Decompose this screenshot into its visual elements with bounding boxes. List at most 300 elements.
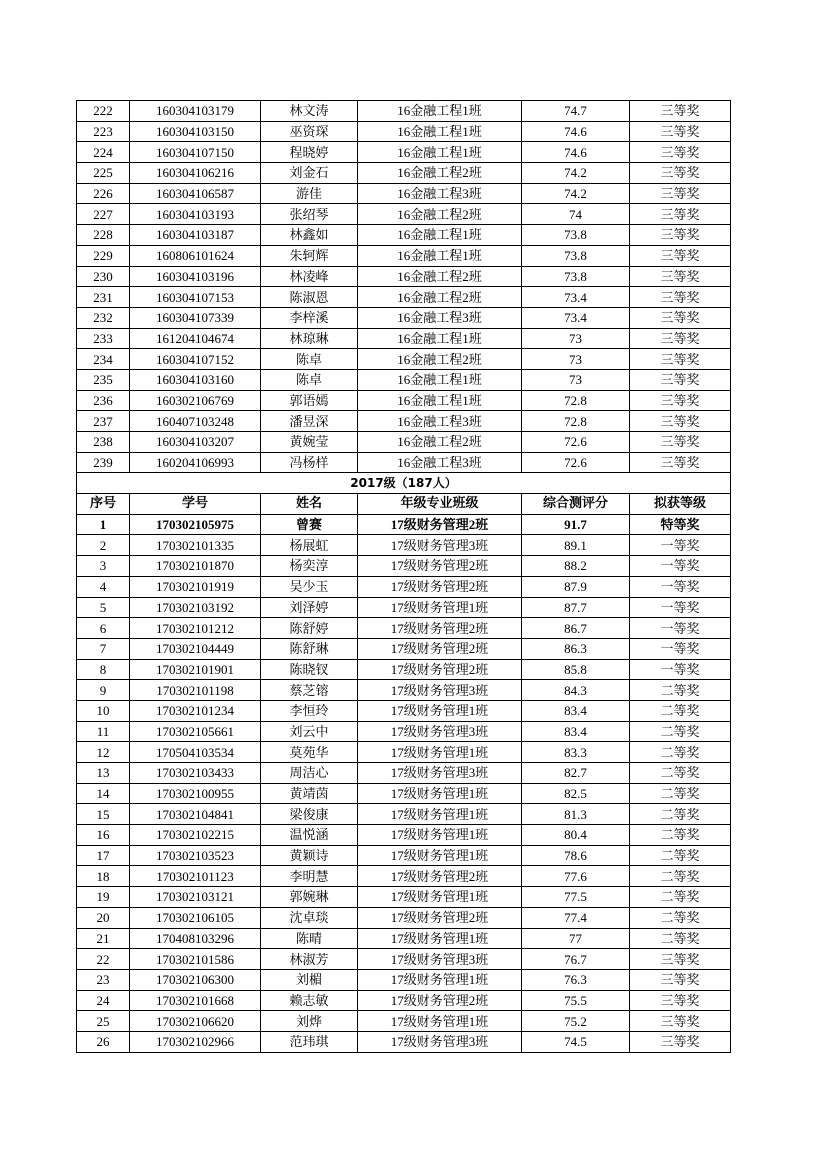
cell-class: 16金融工程2班 <box>358 204 522 225</box>
award-list-table <box>76 100 731 1053</box>
table-row <box>77 907 731 928</box>
cell-class: 16金融工程1班 <box>358 225 522 246</box>
cell-award-level: 一等奖 <box>630 638 731 659</box>
cell-score: 86.7 <box>522 618 630 639</box>
cell-score: 73 <box>522 328 630 349</box>
table-row <box>77 535 731 556</box>
cell-name: 莫苑华 <box>261 742 358 763</box>
cell-name: 沈卓琰 <box>261 907 358 928</box>
cell-score: 72.8 <box>522 390 630 411</box>
table-row <box>77 411 731 432</box>
cell-name: 陈晓钗 <box>261 659 358 680</box>
cell-score: 75.5 <box>522 990 630 1011</box>
cell-award-level: 三等奖 <box>630 225 731 246</box>
cell-name: 梁俊康 <box>261 804 358 825</box>
cell-class: 17级财务管理1班 <box>358 597 522 618</box>
cell-student-id: 170302102215 <box>130 825 261 846</box>
table-row <box>77 1031 731 1052</box>
cell-seq: 228 <box>77 225 130 246</box>
cell-student-id: 170302103121 <box>130 887 261 908</box>
cell-score: 76.3 <box>522 969 630 990</box>
section-title: 2017级（187人） <box>77 473 731 494</box>
cell-score: 80.4 <box>522 825 630 846</box>
cell-award-level: 三等奖 <box>630 101 731 122</box>
cell-name: 游佳 <box>261 183 358 204</box>
cell-seq: 230 <box>77 266 130 287</box>
table-row <box>77 225 731 246</box>
table-row <box>77 845 731 866</box>
cell-seq: 223 <box>77 121 130 142</box>
cell-name: 潘昱深 <box>261 411 358 432</box>
cell-seq: 11 <box>77 721 130 742</box>
cell-student-id: 170302100955 <box>130 783 261 804</box>
cell-seq: 4 <box>77 576 130 597</box>
cell-score: 73.8 <box>522 266 630 287</box>
cell-student-id: 160304103207 <box>130 432 261 453</box>
cell-award-level: 二等奖 <box>630 763 731 784</box>
cell-class: 17级财务管理3班 <box>358 763 522 784</box>
cell-award-level: 一等奖 <box>630 535 731 556</box>
cell-name: 刘泽婷 <box>261 597 358 618</box>
cell-score: 77 <box>522 928 630 949</box>
cell-seq: 222 <box>77 101 130 122</box>
cell-name: 巫资琛 <box>261 121 358 142</box>
cell-score: 87.9 <box>522 576 630 597</box>
award-list-body <box>77 101 731 1053</box>
cell-seq: 15 <box>77 804 130 825</box>
cell-name: 李恒玲 <box>261 700 358 721</box>
cell-score: 77.5 <box>522 887 630 908</box>
table-row <box>77 183 731 204</box>
cell-seq: 229 <box>77 245 130 266</box>
cell-class: 16金融工程1班 <box>358 101 522 122</box>
cell-name: 黄靖茵 <box>261 783 358 804</box>
cell-name: 郭婉琳 <box>261 887 358 908</box>
cell-award-level: 一等奖 <box>630 556 731 577</box>
cell-score: 91.7 <box>522 514 630 535</box>
cell-score: 83.4 <box>522 721 630 742</box>
cell-seq: 24 <box>77 990 130 1011</box>
cell-score: 72.6 <box>522 452 630 473</box>
table-row <box>77 804 731 825</box>
cell-score: 85.8 <box>522 659 630 680</box>
cell-name: 吴少玉 <box>261 576 358 597</box>
table-row <box>77 245 731 266</box>
table-row <box>77 266 731 287</box>
cell-award-level: 特等奖 <box>630 514 731 535</box>
cell-award-level: 三等奖 <box>630 328 731 349</box>
cell-score: 74.6 <box>522 121 630 142</box>
cell-award-level: 三等奖 <box>630 990 731 1011</box>
cell-score: 82.7 <box>522 763 630 784</box>
table-row <box>77 1011 731 1032</box>
cell-award-level: 二等奖 <box>630 783 731 804</box>
cell-student-id: 160304107339 <box>130 307 261 328</box>
cell-seq: 234 <box>77 349 130 370</box>
cell-class: 16金融工程2班 <box>358 432 522 453</box>
cell-seq: 13 <box>77 763 130 784</box>
table-row <box>77 390 731 411</box>
cell-class: 17级财务管理3班 <box>358 949 522 970</box>
table-row <box>77 783 731 804</box>
cell-score: 78.6 <box>522 845 630 866</box>
cell-score: 77.6 <box>522 866 630 887</box>
cell-student-id: 170408103296 <box>130 928 261 949</box>
table-row <box>77 680 731 701</box>
cell-score: 77.4 <box>522 907 630 928</box>
table-row <box>77 369 731 390</box>
cell-seq: 232 <box>77 307 130 328</box>
table-row <box>77 349 731 370</box>
cell-seq: 19 <box>77 887 130 908</box>
cell-score: 72.6 <box>522 432 630 453</box>
cell-score: 76.7 <box>522 949 630 970</box>
cell-class: 17级财务管理3班 <box>358 721 522 742</box>
cell-name: 林凌峰 <box>261 266 358 287</box>
cell-student-id: 170302105975 <box>130 514 261 535</box>
cell-student-id: 170302101586 <box>130 949 261 970</box>
cell-student-id: 170302101668 <box>130 990 261 1011</box>
cell-name: 朱轲辉 <box>261 245 358 266</box>
cell-name: 冯杨样 <box>261 452 358 473</box>
cell-award-level: 二等奖 <box>630 866 731 887</box>
cell-student-id: 160304103150 <box>130 121 261 142</box>
cell-seq: 6 <box>77 618 130 639</box>
table-row <box>77 763 731 784</box>
cell-class: 17级财务管理2班 <box>358 556 522 577</box>
cell-award-level: 三等奖 <box>630 163 731 184</box>
cell-award-level: 三等奖 <box>630 1011 731 1032</box>
cell-class: 17级财务管理3班 <box>358 1031 522 1052</box>
cell-class: 17级财务管理1班 <box>358 845 522 866</box>
cell-student-id: 170302101335 <box>130 535 261 556</box>
cell-class: 16金融工程1班 <box>358 390 522 411</box>
cell-name: 陈卓 <box>261 369 358 390</box>
cell-name: 林淑芳 <box>261 949 358 970</box>
cell-award-level: 二等奖 <box>630 721 731 742</box>
table-row <box>77 887 731 908</box>
cell-name: 郭语嫣 <box>261 390 358 411</box>
cell-score: 74.5 <box>522 1031 630 1052</box>
header-class: 年级专业班级 <box>358 494 522 515</box>
cell-award-level: 三等奖 <box>630 969 731 990</box>
cell-student-id: 161204104674 <box>130 328 261 349</box>
cell-award-level: 二等奖 <box>630 680 731 701</box>
cell-seq: 227 <box>77 204 130 225</box>
cell-student-id: 160806101624 <box>130 245 261 266</box>
cell-score: 88.2 <box>522 556 630 577</box>
cell-seq: 25 <box>77 1011 130 1032</box>
table-row <box>77 307 731 328</box>
cell-class: 16金融工程2班 <box>358 266 522 287</box>
cell-name: 程晓婷 <box>261 142 358 163</box>
cell-seq: 1 <box>77 514 130 535</box>
cell-seq: 225 <box>77 163 130 184</box>
cell-name: 陈晴 <box>261 928 358 949</box>
cell-student-id: 170302103192 <box>130 597 261 618</box>
cell-score: 73.4 <box>522 287 630 308</box>
table-row <box>77 514 731 535</box>
table-row <box>77 163 731 184</box>
cell-class: 17级财务管理1班 <box>358 928 522 949</box>
cell-student-id: 160304106216 <box>130 163 261 184</box>
cell-name: 周洁心 <box>261 763 358 784</box>
table-row <box>77 721 731 742</box>
cell-award-level: 三等奖 <box>630 432 731 453</box>
cell-name: 杨奕淳 <box>261 556 358 577</box>
cell-award-level: 一等奖 <box>630 576 731 597</box>
table-row <box>77 576 731 597</box>
cell-name: 赖志敏 <box>261 990 358 1011</box>
cell-student-id: 160304103193 <box>130 204 261 225</box>
cell-class: 17级财务管理1班 <box>358 887 522 908</box>
cell-award-level: 二等奖 <box>630 907 731 928</box>
cell-class: 16金融工程1班 <box>358 369 522 390</box>
cell-student-id: 160304103160 <box>130 369 261 390</box>
cell-seq: 3 <box>77 556 130 577</box>
cell-seq: 8 <box>77 659 130 680</box>
cell-award-level: 三等奖 <box>630 307 731 328</box>
cell-name: 林琼琳 <box>261 328 358 349</box>
cell-award-level: 三等奖 <box>630 949 731 970</box>
table-row <box>77 969 731 990</box>
cell-student-id: 170302104449 <box>130 638 261 659</box>
cell-name: 黄婉莹 <box>261 432 358 453</box>
cell-student-id: 170302101870 <box>130 556 261 577</box>
cell-seq: 9 <box>77 680 130 701</box>
cell-student-id: 170302102966 <box>130 1031 261 1052</box>
cell-name: 陈淑恩 <box>261 287 358 308</box>
cell-student-id: 160304107152 <box>130 349 261 370</box>
cell-name: 范玮琪 <box>261 1031 358 1052</box>
cell-student-id: 170302104841 <box>130 804 261 825</box>
cell-seq: 18 <box>77 866 130 887</box>
cell-award-level: 二等奖 <box>630 845 731 866</box>
cell-class: 16金融工程1班 <box>358 142 522 163</box>
cell-award-level: 三等奖 <box>630 452 731 473</box>
cell-seq: 5 <box>77 597 130 618</box>
cell-seq: 10 <box>77 700 130 721</box>
cell-award-level: 二等奖 <box>630 700 731 721</box>
cell-score: 81.3 <box>522 804 630 825</box>
cell-name: 张绍琴 <box>261 204 358 225</box>
cell-class: 17级财务管理3班 <box>358 680 522 701</box>
cell-class: 17级财务管理2班 <box>358 618 522 639</box>
cell-award-level: 一等奖 <box>630 597 731 618</box>
header-award-level: 拟获等级 <box>630 494 731 515</box>
cell-score: 83.3 <box>522 742 630 763</box>
cell-seq: 21 <box>77 928 130 949</box>
cell-student-id: 170302101234 <box>130 700 261 721</box>
cell-award-level: 二等奖 <box>630 742 731 763</box>
header-seq: 序号 <box>77 494 130 515</box>
header-name: 姓名 <box>261 494 358 515</box>
cell-score: 74.2 <box>522 163 630 184</box>
cell-student-id: 170302101919 <box>130 576 261 597</box>
cell-award-level: 三等奖 <box>630 287 731 308</box>
cell-student-id: 170302105661 <box>130 721 261 742</box>
cell-class: 17级财务管理1班 <box>358 700 522 721</box>
cell-score: 83.4 <box>522 700 630 721</box>
cell-award-level: 三等奖 <box>630 142 731 163</box>
cell-seq: 226 <box>77 183 130 204</box>
cell-student-id: 170302103433 <box>130 763 261 784</box>
cell-class: 17级财务管理1班 <box>358 1011 522 1032</box>
cell-name: 蔡芝镕 <box>261 680 358 701</box>
cell-student-id: 160304107150 <box>130 142 261 163</box>
table-row <box>77 101 731 122</box>
cell-award-level: 三等奖 <box>630 411 731 432</box>
table-row <box>77 700 731 721</box>
cell-name: 林文涛 <box>261 101 358 122</box>
cell-score: 72.8 <box>522 411 630 432</box>
cell-award-level: 三等奖 <box>630 204 731 225</box>
cell-class: 16金融工程3班 <box>358 452 522 473</box>
cell-seq: 237 <box>77 411 130 432</box>
cell-seq: 236 <box>77 390 130 411</box>
cell-class: 17级财务管理1班 <box>358 783 522 804</box>
cell-score: 89.1 <box>522 535 630 556</box>
cell-score: 74.6 <box>522 142 630 163</box>
table-row <box>77 990 731 1011</box>
cell-score: 84.3 <box>522 680 630 701</box>
cell-student-id: 160302106769 <box>130 390 261 411</box>
cell-seq: 235 <box>77 369 130 390</box>
cell-class: 17级财务管理1班 <box>358 804 522 825</box>
cell-seq: 231 <box>77 287 130 308</box>
cell-class: 17级财务管理2班 <box>358 638 522 659</box>
cell-class: 16金融工程1班 <box>358 121 522 142</box>
cell-name: 刘楣 <box>261 969 358 990</box>
cell-student-id: 160407103248 <box>130 411 261 432</box>
cell-class: 16金融工程3班 <box>358 307 522 328</box>
cell-score: 82.5 <box>522 783 630 804</box>
cell-class: 16金融工程1班 <box>358 245 522 266</box>
cell-score: 73.8 <box>522 225 630 246</box>
table-row <box>77 556 731 577</box>
cell-seq: 7 <box>77 638 130 659</box>
cell-name: 杨展虹 <box>261 535 358 556</box>
cell-class: 17级财务管理2班 <box>358 514 522 535</box>
cell-name: 刘烨 <box>261 1011 358 1032</box>
cell-seq: 17 <box>77 845 130 866</box>
cell-score: 74.2 <box>522 183 630 204</box>
cell-award-level: 一等奖 <box>630 618 731 639</box>
cell-student-id: 170302103523 <box>130 845 261 866</box>
cell-award-level: 三等奖 <box>630 369 731 390</box>
cell-class: 16金融工程2班 <box>358 163 522 184</box>
cell-score: 86.3 <box>522 638 630 659</box>
cell-award-level: 二等奖 <box>630 887 731 908</box>
cell-student-id: 170302106105 <box>130 907 261 928</box>
cell-award-level: 二等奖 <box>630 825 731 846</box>
cell-seq: 22 <box>77 949 130 970</box>
cell-score: 74.7 <box>522 101 630 122</box>
cell-name: 李梓溪 <box>261 307 358 328</box>
cell-class: 17级财务管理2班 <box>358 907 522 928</box>
cell-student-id: 170302101212 <box>130 618 261 639</box>
table-row <box>77 659 731 680</box>
header-student-id: 学号 <box>130 494 261 515</box>
cell-student-id: 170302101123 <box>130 866 261 887</box>
cell-class: 17级财务管理2班 <box>358 866 522 887</box>
table-row <box>77 618 731 639</box>
table-row <box>77 742 731 763</box>
table-row <box>77 142 731 163</box>
section-title-row <box>77 473 731 494</box>
cell-seq: 238 <box>77 432 130 453</box>
cell-seq: 12 <box>77 742 130 763</box>
table-row <box>77 638 731 659</box>
table-row <box>77 928 731 949</box>
cell-name: 陈卓 <box>261 349 358 370</box>
cell-seq: 26 <box>77 1031 130 1052</box>
table-row <box>77 328 731 349</box>
table-row <box>77 121 731 142</box>
cell-name: 陈舒婷 <box>261 618 358 639</box>
cell-seq: 239 <box>77 452 130 473</box>
cell-award-level: 三等奖 <box>630 390 731 411</box>
cell-class: 17级财务管理1班 <box>358 969 522 990</box>
table-row <box>77 866 731 887</box>
table-row <box>77 949 731 970</box>
cell-seq: 16 <box>77 825 130 846</box>
cell-seq: 20 <box>77 907 130 928</box>
cell-score: 73.8 <box>522 245 630 266</box>
header-score: 综合测评分 <box>522 494 630 515</box>
cell-award-level: 三等奖 <box>630 349 731 370</box>
cell-class: 16金融工程3班 <box>358 183 522 204</box>
cell-seq: 14 <box>77 783 130 804</box>
cell-seq: 2 <box>77 535 130 556</box>
cell-student-id: 170302101198 <box>130 680 261 701</box>
table-row <box>77 452 731 473</box>
cell-class: 17级财务管理1班 <box>358 825 522 846</box>
cell-class: 16金融工程2班 <box>358 287 522 308</box>
cell-class: 16金融工程2班 <box>358 349 522 370</box>
cell-class: 17级财务管理3班 <box>358 535 522 556</box>
cell-score: 73.4 <box>522 307 630 328</box>
cell-award-level: 三等奖 <box>630 266 731 287</box>
cell-student-id: 170504103534 <box>130 742 261 763</box>
cell-student-id: 160304107153 <box>130 287 261 308</box>
cell-name: 曾赛 <box>261 514 358 535</box>
table-row <box>77 432 731 453</box>
table-row <box>77 597 731 618</box>
table-row <box>77 204 731 225</box>
cell-student-id: 160304103187 <box>130 225 261 246</box>
cell-name: 李明慧 <box>261 866 358 887</box>
cell-award-level: 三等奖 <box>630 121 731 142</box>
cell-score: 75.2 <box>522 1011 630 1032</box>
cell-student-id: 160204106993 <box>130 452 261 473</box>
cell-class: 17级财务管理2班 <box>358 576 522 597</box>
cell-score: 87.7 <box>522 597 630 618</box>
cell-name: 刘云中 <box>261 721 358 742</box>
column-header-row <box>77 494 731 515</box>
cell-class: 17级财务管理2班 <box>358 990 522 1011</box>
cell-score: 73 <box>522 349 630 370</box>
cell-student-id: 160304103196 <box>130 266 261 287</box>
cell-student-id: 160304106587 <box>130 183 261 204</box>
cell-class: 16金融工程1班 <box>358 328 522 349</box>
cell-award-level: 三等奖 <box>630 1031 731 1052</box>
cell-award-level: 二等奖 <box>630 804 731 825</box>
cell-student-id: 170302106300 <box>130 969 261 990</box>
cell-award-level: 三等奖 <box>630 183 731 204</box>
cell-class: 17级财务管理2班 <box>358 659 522 680</box>
cell-name: 林鑫如 <box>261 225 358 246</box>
